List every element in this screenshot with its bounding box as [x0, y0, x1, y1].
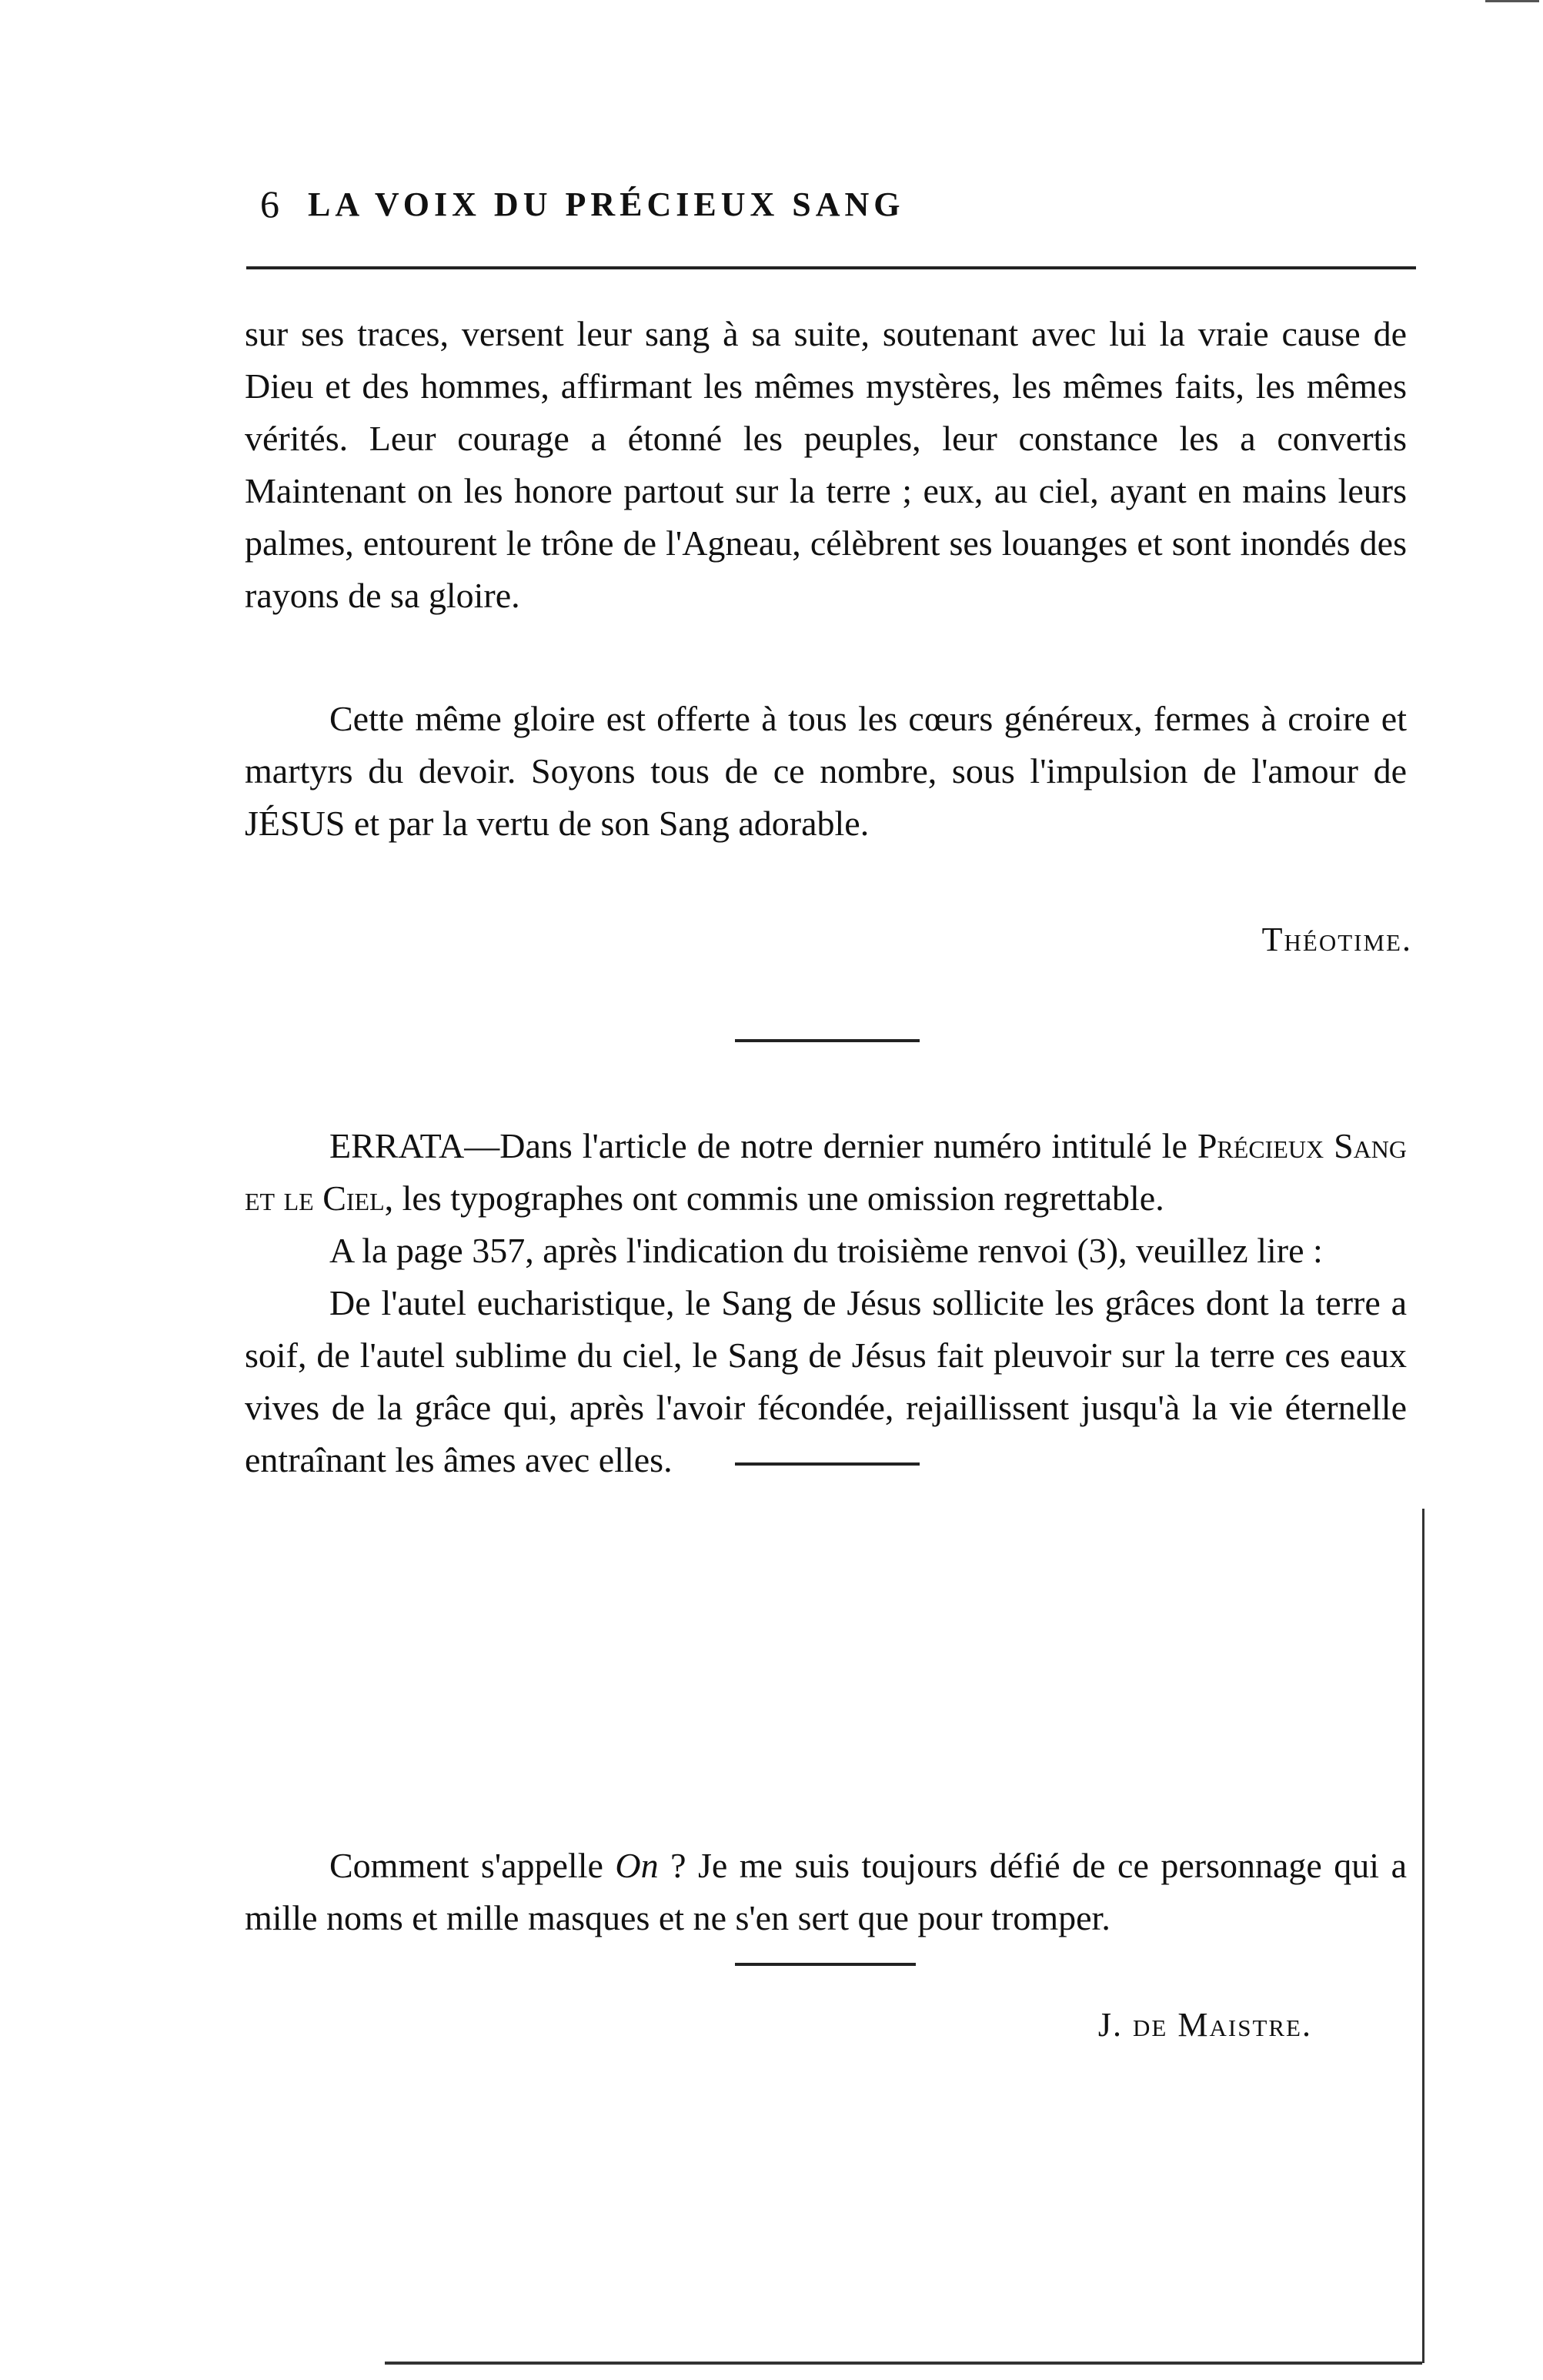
errata-rest: , les typographes ont commis une omission regrettable. — [384, 1178, 1164, 1218]
article-paragraph-2 — [245, 693, 1407, 850]
errata-page-ref: A la page 357, après l'indication du troisième renvoi (3), veuillez lire : — [329, 1231, 1323, 1270]
errata-lead: ERRATA—Dans l'article de notre dernier numéro intitulé le — [329, 1126, 1197, 1165]
quote-text-before: Comment s'appelle — [329, 1846, 616, 1885]
page-header — [246, 177, 1416, 239]
running-title: LA VOIX DU PRÉCIEUX SANG — [308, 186, 905, 223]
errata-section — [245, 1120, 1407, 1486]
quote-author: J. de Maistre. — [1097, 2006, 1312, 2044]
article-signature: Théotime. — [1261, 921, 1412, 958]
quote-text-after: ? Je me suis toujours défié de ce personnage qui a mille noms et mille masques et ne s'en sert que pour tromper. — [245, 1846, 1407, 1937]
errata-correction: De l'autel eucharistique, le Sang de Jésus sollicite les grâces dont la terre a soif, de l'autel sublime du ciel, le Sang de Jésus fait pleuvoir sur la terre ces eaux vives de la grâce qui, après l'avoir fécondée, rejaillissent jusqu'à la vie éternelle entraînant les âmes avec elles. — [245, 1283, 1407, 1479]
separator-rule — [735, 1963, 916, 1966]
article-paragraph-1 — [245, 308, 1407, 622]
page-edge-bottom — [385, 2362, 1422, 2365]
errata-lead-paragraph — [245, 1120, 1407, 1225]
errata-article-title: Précieux Sang et le Ciel — [245, 1126, 1407, 1218]
page-edge-right — [1422, 1509, 1424, 2363]
corner-mark — [1485, 0, 1539, 2]
separator-rule — [735, 1462, 920, 1466]
quote-text — [245, 1840, 1407, 1944]
separator-rule — [735, 1039, 920, 1042]
paragraph-text: sur ses traces, versent leur sang à sa suite, soutenant avec lui la vraie cause de Dieu et des hommes, affirmant les mêmes mystères, les mêmes faits, les mêmes vérités. Leur courage a étonné les peuples, leur constance les a convertis Maintenant on les honore partout sur la terre ; eux, au ciel, ayant en mains leurs palmes, entourent le trône de l'Agneau, célèbrent ses louanges et sont inondés des rayons de sa gloire. — [245, 314, 1407, 615]
paragraph-text: Cette même gloire est offerte à tous les cœurs généreux, fermes à croire et martyrs du devoir. Soyons tous de ce nombre, sous l'impulsion de l'amour de JÉSUS et par la vertu de son Sang adorable. — [245, 699, 1407, 843]
quote-on-word: On — [615, 1846, 659, 1885]
header-rule — [246, 266, 1416, 269]
page-number: 6 — [260, 182, 279, 226]
quote-section — [245, 1840, 1407, 1944]
